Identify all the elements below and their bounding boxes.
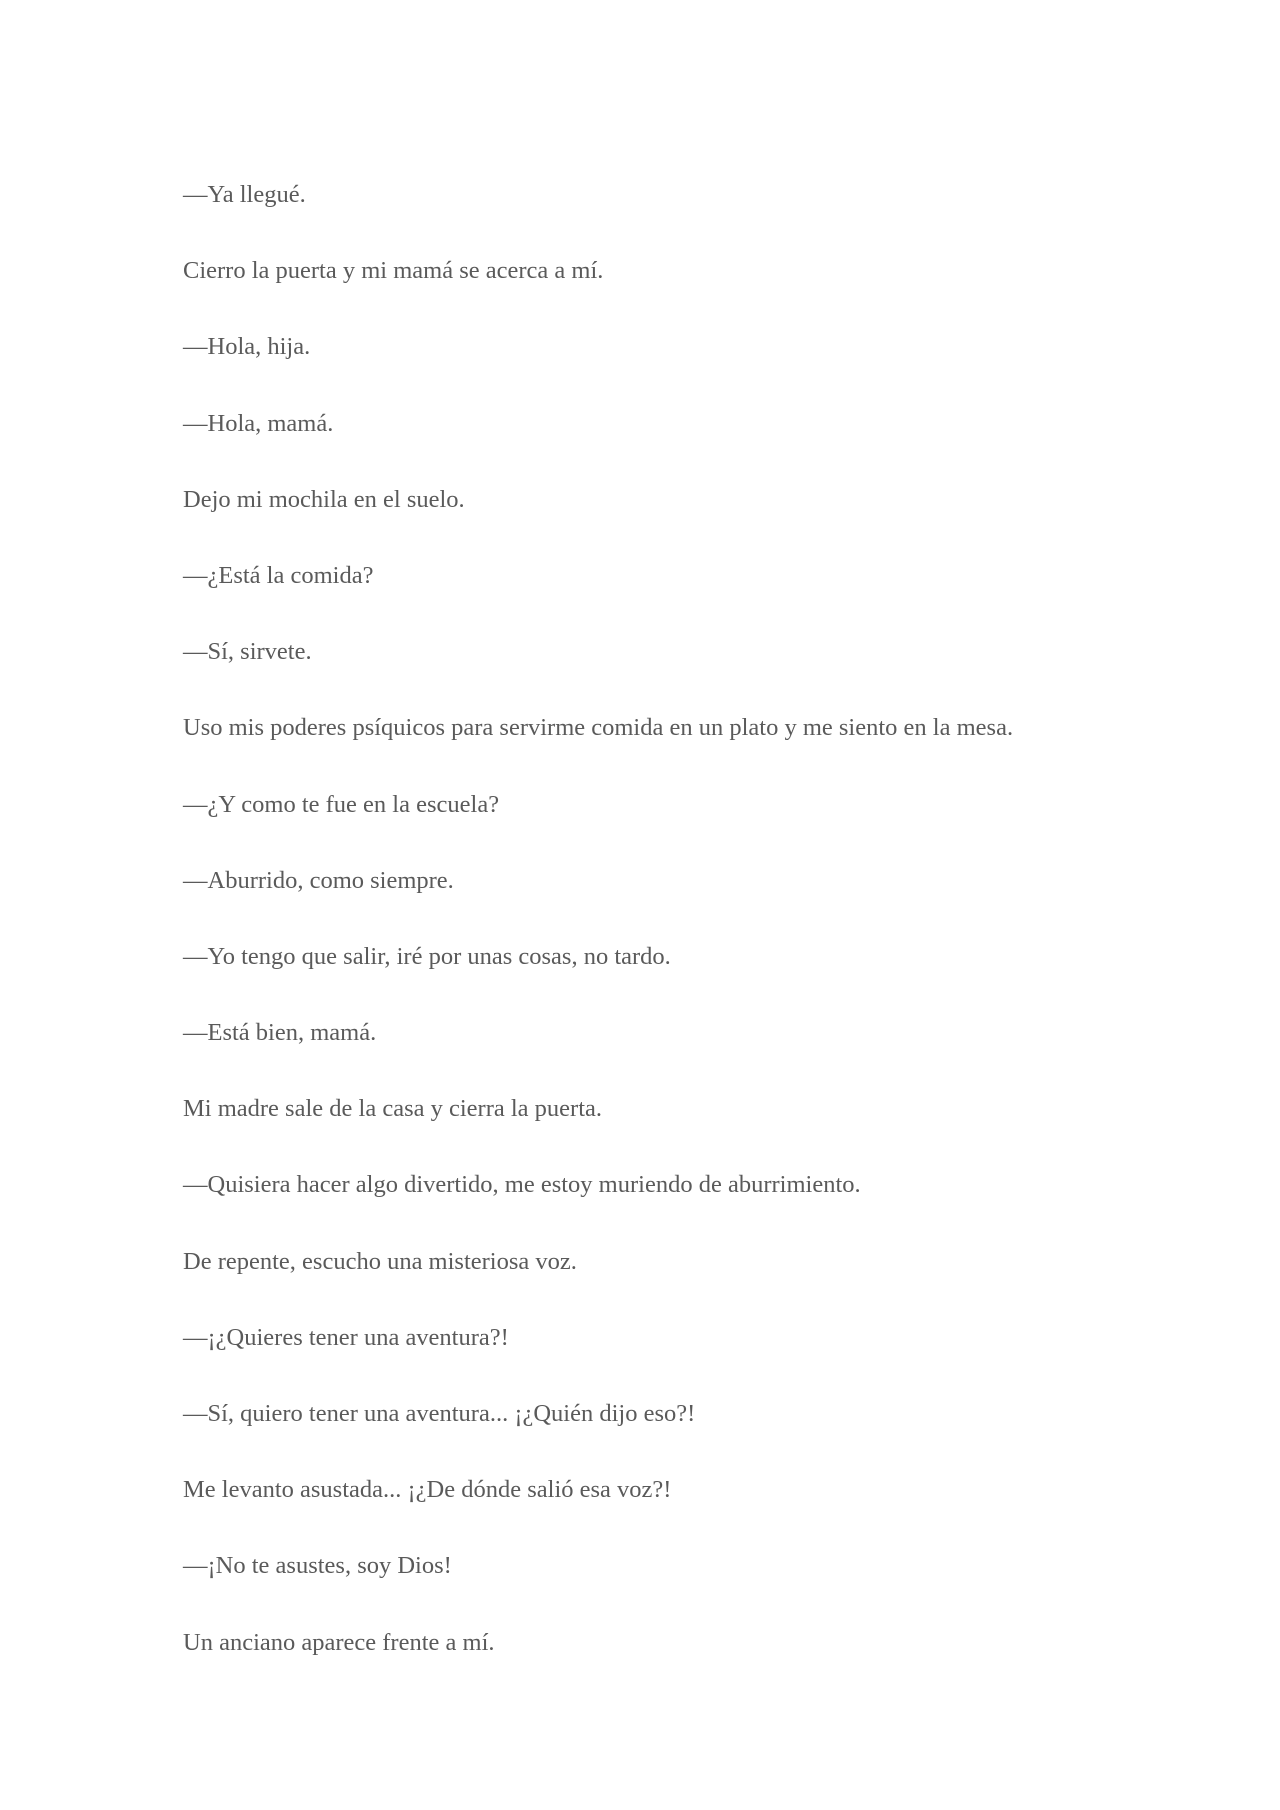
- paragraph-7: —Sí, sirvete.: [183, 638, 312, 666]
- paragraph-14: —Quisiera hacer algo divertido, me estoy muriendo de aburrimiento.: [183, 1171, 861, 1199]
- paragraph-5: Dejo mi mochila en el suelo.: [183, 485, 465, 513]
- paragraph-17: —Sí, quiero tener una aventura... ¡¿Quién dijo eso?!: [183, 1400, 696, 1427]
- paragraph-11: —Yo tengo que salir, iré por unas cosas, no tardo.: [183, 942, 671, 970]
- paragraph-20: Un anciano aparece frente a mí.: [183, 1628, 495, 1656]
- paragraph-6: —¿Está la comida?: [183, 561, 374, 589]
- paragraph-1: —Ya llegué.: [183, 181, 306, 208]
- document-body: [183, 180, 1123, 1704]
- paragraph-15: De repente, escucho una misteriosa voz.: [183, 1247, 577, 1275]
- paragraph-10: —Aburrido, como siempre.: [183, 866, 454, 894]
- paragraph-16: —¡¿Quieres tener una aventura?!: [183, 1323, 509, 1351]
- paragraph-18: Me levanto asustada... ¡¿De dónde salió esa voz?!: [183, 1476, 672, 1504]
- paragraph-12: —Está bien, mamá.: [183, 1019, 377, 1047]
- paragraph-19: —¡No te asustes, soy Dios!: [183, 1552, 452, 1580]
- paragraph-9: —¿Y como te fue en la escuela?: [183, 790, 500, 818]
- paragraph-4: —Hola, mamá.: [183, 409, 334, 437]
- paragraph-8: Uso mis poderes psíquicos para servirme comida en un plato y me siento en la mesa.: [183, 714, 1014, 742]
- paragraph-3: —Hola, hija.: [183, 333, 311, 361]
- paragraph-2: Cierro la puerta y mi mamá se acerca a mí.: [183, 257, 604, 285]
- paragraph-13: Mi madre sale de la casa y cierra la puerta.: [183, 1095, 603, 1123]
